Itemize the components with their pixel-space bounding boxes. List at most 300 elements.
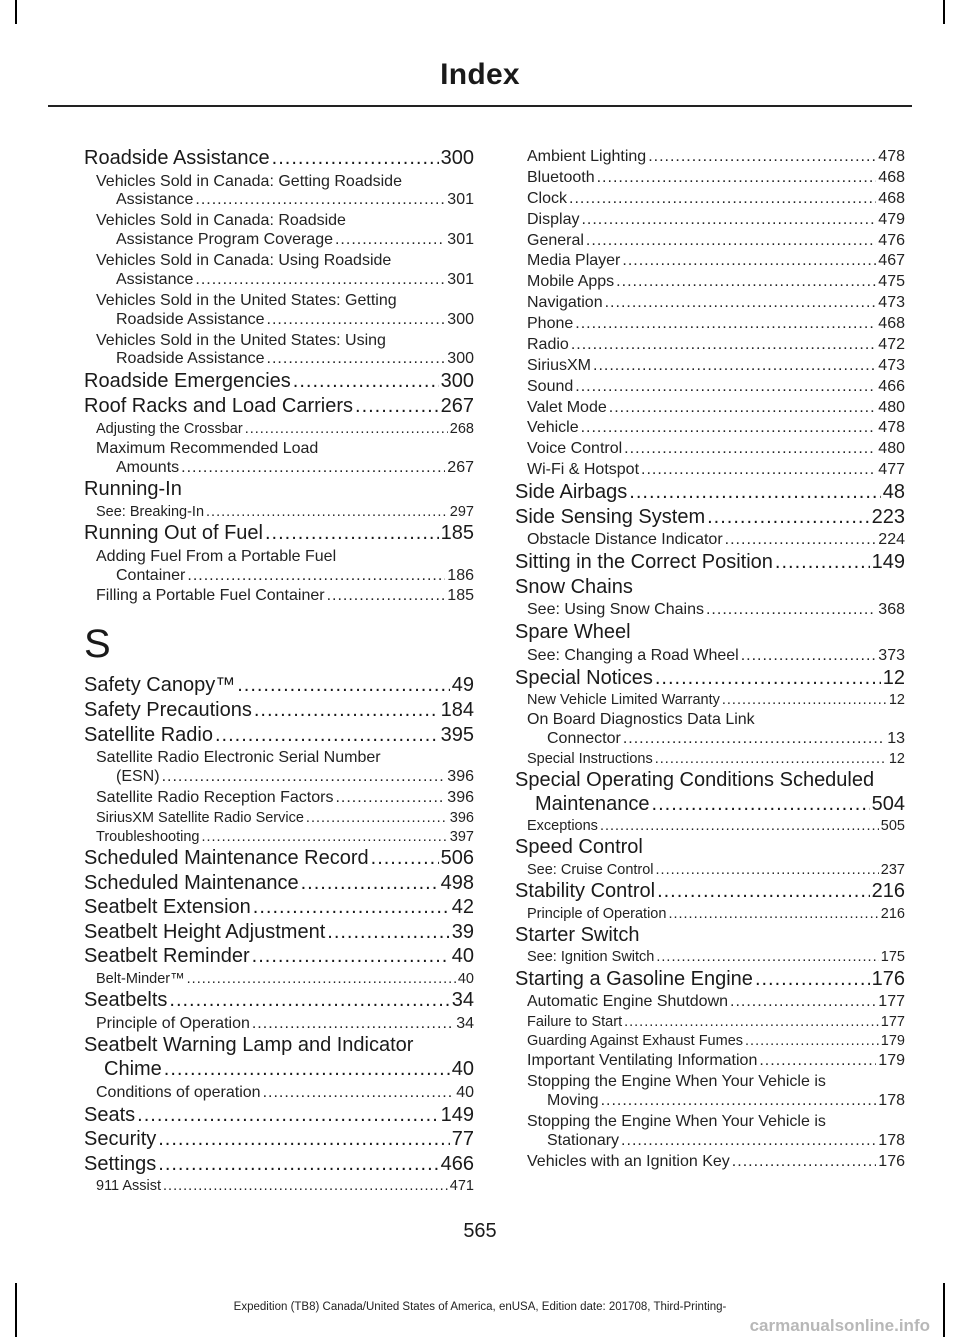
index-entry[interactable]	[515, 968, 905, 992]
page-reference[interactable]: 478	[878, 419, 905, 437]
index-entry[interactable]	[515, 576, 905, 600]
page-reference[interactable]: 12	[888, 692, 905, 709]
entry-text: Speed Control	[515, 836, 643, 859]
dot-leader	[371, 847, 439, 871]
entry-text: Scheduled Maintenance	[84, 871, 299, 894]
entry-text: Navigation	[527, 294, 603, 312]
index-subentry[interactable]	[96, 212, 474, 250]
page-reference[interactable]: 466	[878, 377, 905, 395]
entry-text-line1: Vehicles Sold in Canada: Getting Roadside	[96, 172, 402, 190]
entry-text: Radio	[527, 335, 569, 353]
entry-text: Obstacle Distance Indicator	[527, 531, 723, 549]
index-subentry[interactable]	[527, 378, 905, 397]
entry-text: Running Out of Fuel	[84, 522, 263, 545]
dot-leader	[655, 751, 887, 768]
index-entry[interactable]	[515, 506, 905, 530]
index-subentry[interactable]	[96, 252, 474, 290]
index-entry[interactable]	[84, 1153, 474, 1177]
entry-text: Bluetooth	[527, 168, 595, 186]
page-reference[interactable]: 479	[878, 210, 905, 228]
page-reference[interactable]: 395	[440, 723, 474, 746]
page-reference[interactable]: 40	[456, 1083, 474, 1101]
page-reference[interactable]: 467	[878, 252, 905, 270]
index-subentry[interactable]	[527, 440, 905, 459]
index-subentry[interactable]	[96, 173, 474, 211]
page-reference[interactable]: 373	[878, 646, 905, 664]
index-subentry[interactable]	[96, 1015, 474, 1034]
index-entry[interactable]	[515, 621, 905, 645]
entry-text: Safety Canopy™	[84, 674, 236, 697]
dot-leader	[187, 567, 445, 586]
entry-text: Scheduled Maintenance Record	[84, 846, 369, 869]
index-column-left	[84, 146, 474, 1195]
entry-text-line1: Adding Fuel From a Portable Fuel	[96, 547, 337, 565]
dot-leader	[624, 440, 876, 459]
entry-text: SiriusXM Satellite Radio Service	[96, 809, 304, 826]
index-subentry[interactable]	[96, 548, 474, 586]
entry-text: Guarding Against Exhaust Fumes	[527, 1033, 744, 1050]
entry-text: Automatic Engine Shutdown	[527, 993, 729, 1011]
index-subentry[interactable]	[527, 419, 905, 438]
index-subentry[interactable]	[527, 190, 905, 209]
page-reference[interactable]: 396	[447, 788, 474, 806]
entry-text: Spare Wheel	[515, 621, 631, 644]
page-reference[interactable]: 480	[878, 398, 905, 416]
page-reference[interactable]: 396	[447, 767, 474, 785]
dot-leader	[725, 531, 877, 550]
page-reference[interactable]: 267	[440, 394, 474, 417]
entry-text: Satellite Radio	[84, 723, 213, 746]
entry-text: Troubleshooting	[96, 828, 200, 845]
index-subentry[interactable]	[96, 421, 474, 438]
entry-text: Side Airbags	[515, 481, 628, 503]
index-subentry[interactable]	[527, 1113, 905, 1151]
page-reference[interactable]: 39	[451, 920, 474, 943]
page-reference[interactable]: 505	[880, 818, 905, 835]
page-reference[interactable]: 216	[871, 880, 905, 903]
page-reference[interactable]: 504	[871, 792, 905, 815]
entry-text: Principle of Operation	[96, 1014, 250, 1032]
index-entry[interactable]	[515, 880, 905, 904]
page-reference[interactable]: 300	[440, 370, 474, 393]
page-reference[interactable]: 468	[878, 315, 905, 332]
dot-leader	[575, 378, 876, 397]
entry-text-line1: Vehicles Sold in the United States: Using	[96, 331, 386, 349]
page-reference[interactable]: 300	[447, 310, 474, 328]
page-title: Index	[440, 58, 520, 91]
index-subentry[interactable]	[527, 1052, 905, 1071]
dot-leader	[759, 1052, 876, 1071]
dot-leader	[569, 190, 876, 209]
page-reference[interactable]: 176	[871, 967, 905, 990]
dot-leader	[745, 1033, 879, 1050]
index-subentry[interactable]	[96, 587, 474, 606]
dot-leader	[600, 818, 879, 835]
index-entry[interactable]	[84, 370, 474, 394]
index-subentry[interactable]	[527, 601, 905, 620]
index-entry[interactable]	[515, 551, 905, 575]
dot-leader	[335, 231, 445, 250]
index-subentry[interactable]	[527, 294, 905, 313]
page-reference[interactable]: 475	[878, 273, 905, 291]
entry-text: See: Ignition Switch	[527, 949, 655, 966]
entry-text: Special Notices	[515, 666, 653, 689]
index-entry[interactable]	[515, 667, 905, 691]
footer-edition-text: Expedition (TB8) Canada/United States of America, enUSA, Edition date: 201708, Third-Printing-	[233, 1301, 727, 1313]
dot-leader	[301, 872, 439, 896]
index-subentry[interactable]	[96, 749, 474, 787]
crop-mark-top-right	[943, 0, 945, 24]
dot-leader	[648, 148, 876, 167]
entry-text-line1: Seatbelt Warning Lamp and Indicator	[84, 1034, 414, 1057]
entry-text: Roadside Emergencies	[84, 370, 291, 393]
page-reference[interactable]: 237	[880, 862, 905, 879]
page-reference[interactable]: 301	[447, 270, 474, 288]
index-entry[interactable]	[84, 989, 474, 1013]
index-subentry[interactable]	[527, 1033, 905, 1050]
entry-text: Failure to Start	[527, 1014, 623, 1031]
entry-text: Principle of Operation	[527, 905, 667, 922]
page-reference[interactable]: 223	[871, 505, 905, 528]
index-subentry[interactable]	[96, 292, 474, 330]
entry-text: Seats	[84, 1103, 136, 1126]
entry-text: Ambient Lighting	[527, 148, 647, 165]
index-entry[interactable]	[515, 769, 905, 816]
entry-text: Safety Precautions	[84, 698, 252, 721]
index-entry[interactable]	[515, 836, 905, 860]
page-reference[interactable]: 216	[880, 905, 905, 922]
index-subentry[interactable]	[96, 1084, 474, 1103]
page-reference[interactable]: 397	[449, 828, 474, 845]
dot-leader	[629, 481, 880, 505]
entry-text: Exceptions	[527, 818, 598, 835]
index-subentry[interactable]	[527, 357, 905, 376]
index-subentry[interactable]	[527, 336, 905, 355]
entry-text: Settings	[84, 1152, 157, 1175]
page-reference[interactable]: 149	[440, 1103, 474, 1126]
index-entry[interactable]	[84, 478, 474, 502]
page-reference[interactable]: 301	[447, 231, 474, 249]
entry-text: Display	[527, 210, 580, 228]
dot-leader	[327, 587, 446, 606]
index-subentry[interactable]	[96, 810, 474, 827]
dot-leader	[252, 945, 450, 969]
dot-leader	[158, 1128, 450, 1152]
entry-text: (ESN)	[116, 767, 160, 785]
dot-leader	[267, 350, 446, 369]
dot-leader	[335, 789, 445, 808]
page-reference[interactable]: 42	[451, 896, 474, 919]
page-reference[interactable]: 179	[878, 1052, 905, 1070]
dot-leader	[327, 921, 449, 945]
index-subentry[interactable]	[527, 211, 905, 230]
entry-text: Roof Racks and Load Carriers	[84, 394, 354, 417]
index-subentry[interactable]	[96, 332, 474, 370]
entry-text: Satellite Radio Reception Factors	[96, 788, 334, 806]
index-subentry[interactable]	[527, 993, 905, 1012]
index-entry[interactable]	[84, 1104, 474, 1128]
entry-text: Phone	[527, 315, 574, 332]
page-reference[interactable]: 49	[451, 674, 474, 697]
index-subentry[interactable]	[527, 399, 905, 418]
page-reference[interactable]: 34	[451, 989, 474, 1012]
page-reference[interactable]: 48	[882, 481, 905, 503]
index-subentry[interactable]	[527, 711, 905, 749]
index-subentry[interactable]	[527, 148, 905, 167]
index-subentry[interactable]	[527, 906, 905, 923]
index-subentry[interactable]	[96, 440, 474, 478]
index-subentry[interactable]	[527, 461, 905, 480]
page-reference[interactable]: 12	[888, 751, 905, 768]
page-reference[interactable]: 13	[887, 730, 905, 748]
index-subentry[interactable]	[527, 1073, 905, 1111]
page-reference[interactable]: 297	[449, 503, 474, 520]
entry-text: Container	[116, 566, 186, 584]
dot-leader	[652, 793, 870, 817]
index-subentry[interactable]	[96, 829, 474, 846]
dot-leader	[616, 273, 876, 292]
index-entry[interactable]	[515, 924, 905, 948]
entry-text: Assistance	[116, 270, 194, 288]
dot-leader	[706, 601, 876, 620]
entry-text: Conditions of operation	[96, 1083, 261, 1101]
dot-leader	[253, 896, 450, 920]
entry-text: Adjusting the Crossbar	[96, 420, 243, 437]
entry-text-line1: Vehicles Sold in Canada: Roadside	[96, 212, 346, 230]
page-number: 565	[463, 1220, 497, 1242]
page-reference[interactable]: 40	[451, 1058, 474, 1081]
dot-leader	[707, 506, 870, 530]
page-reference[interactable]: 185	[440, 522, 474, 545]
dot-leader	[293, 370, 439, 394]
crop-mark-top-left	[15, 0, 17, 24]
entry-text: Roadside Assistance	[116, 350, 265, 368]
dot-leader	[641, 461, 876, 480]
page-reference[interactable]: 300	[447, 350, 474, 368]
index-subentry[interactable]	[527, 1153, 905, 1172]
page-reference[interactable]: 466	[440, 1152, 474, 1175]
index-subentry[interactable]	[527, 862, 905, 879]
entry-text-line1: Stopping the Engine When Your Vehicle is	[527, 1112, 826, 1130]
entry-text: See: Changing a Road Wheel	[527, 646, 739, 664]
entry-text: Security	[84, 1128, 157, 1151]
entry-text: Maintenance	[535, 792, 650, 815]
dot-leader	[655, 667, 881, 691]
index-subentry[interactable]	[527, 315, 905, 334]
page-reference[interactable]: 224	[878, 531, 905, 549]
entry-text: Stability Control	[515, 880, 656, 903]
dot-leader	[575, 315, 876, 334]
page-reference[interactable]: 468	[878, 168, 905, 186]
page-reference[interactable]: 177	[878, 993, 905, 1011]
entry-text-line1: Special Operating Conditions Scheduled	[515, 769, 875, 792]
dot-leader	[206, 504, 448, 521]
page-reference[interactable]: 184	[440, 698, 474, 721]
index-entry[interactable]	[84, 847, 474, 871]
dot-leader	[306, 810, 448, 827]
entry-text: Vehicles with an Ignition Key	[527, 1152, 730, 1170]
dot-leader	[267, 311, 446, 330]
page-reference[interactable]: 472	[878, 335, 905, 353]
index-subentry[interactable]	[527, 647, 905, 666]
dot-leader	[245, 421, 448, 438]
page-reference[interactable]: 368	[878, 601, 905, 619]
entry-text: Side Sensing System	[515, 505, 706, 528]
page-reference[interactable]: 149	[871, 551, 905, 574]
index-subentry[interactable]	[527, 1014, 905, 1031]
index-subentry[interactable]	[527, 949, 905, 966]
dot-leader	[656, 949, 878, 966]
entry-text: Wi-Fi & Hotspot	[527, 461, 640, 479]
page-reference[interactable]: 468	[878, 189, 905, 207]
dot-leader	[593, 357, 876, 376]
page-reference[interactable]: 34	[456, 1014, 474, 1032]
entry-text: Running-In	[84, 478, 182, 501]
dot-leader	[169, 989, 449, 1013]
index-entry[interactable]	[84, 674, 474, 698]
page-reference[interactable]: 268	[449, 420, 474, 437]
page-reference[interactable]: 177	[880, 1014, 905, 1031]
dot-leader	[741, 647, 877, 666]
index-entry[interactable]	[84, 724, 474, 748]
page-reference[interactable]: 480	[878, 440, 905, 458]
index-subentry[interactable]	[96, 971, 474, 988]
page-reference[interactable]: 40	[457, 970, 474, 987]
page-reference[interactable]: 178	[878, 1092, 905, 1109]
page-reference[interactable]: 498	[440, 871, 474, 894]
index-subentry[interactable]	[527, 751, 905, 768]
entry-text: 911 Assist	[96, 1178, 162, 1195]
index-entry[interactable]	[84, 699, 474, 723]
dot-leader	[254, 699, 439, 723]
entry-text: Snow Chains	[515, 575, 633, 598]
page-reference[interactable]: 185	[447, 587, 474, 605]
page-reference[interactable]: 12	[882, 666, 905, 689]
dot-leader	[162, 768, 446, 787]
dot-leader	[355, 395, 439, 419]
index-subentry[interactable]	[527, 692, 905, 709]
page-reference[interactable]: 176	[878, 1152, 905, 1170]
index-subentry[interactable]	[527, 232, 905, 251]
dot-leader	[624, 1014, 879, 1031]
entry-text: Assistance Program Coverage	[116, 231, 333, 249]
dot-leader	[187, 971, 456, 988]
page-reference[interactable]: 178	[878, 1131, 905, 1149]
index-entry[interactable]	[84, 147, 474, 171]
entry-text: See: Using Snow Chains	[527, 601, 704, 619]
entry-text: Sitting in the Correct Position	[515, 551, 773, 574]
page-reference[interactable]: 506	[440, 846, 474, 869]
index-subentry[interactable]	[527, 252, 905, 271]
dot-leader	[601, 1092, 877, 1111]
entry-text: Filling a Portable Fuel Container	[96, 587, 325, 605]
page-reference[interactable]: 186	[447, 566, 474, 584]
page-reference[interactable]: 396	[449, 809, 474, 826]
dot-leader	[609, 399, 877, 418]
page-reference[interactable]: 267	[447, 458, 474, 476]
page-reference[interactable]: 478	[878, 148, 905, 165]
index-entry[interactable]	[84, 522, 474, 546]
index-subentry[interactable]	[527, 273, 905, 292]
entry-text: Vehicle	[527, 419, 579, 437]
entry-text: Seatbelt Reminder	[84, 945, 250, 968]
entry-text: Clock	[527, 189, 568, 207]
index-entry[interactable]	[84, 395, 474, 419]
page-reference[interactable]: 301	[447, 191, 474, 209]
dot-leader	[597, 169, 877, 188]
entry-text: Important Ventilating Information	[527, 1052, 758, 1070]
dot-leader	[163, 1178, 448, 1195]
entry-text: Sound	[527, 377, 574, 395]
page-reference[interactable]: 77	[451, 1128, 474, 1151]
entry-text-line1: Stopping the Engine When Your Vehicle is	[527, 1073, 826, 1091]
dot-leader	[657, 880, 870, 904]
index-column-right	[515, 146, 905, 1172]
index-entry[interactable]	[84, 921, 474, 945]
entry-text-line1: Vehicles Sold in Canada: Using Roadside	[96, 252, 392, 270]
entry-text: See: Cruise Control	[527, 862, 654, 879]
index-subentry[interactable]	[96, 789, 474, 808]
page-reference[interactable]: 179	[880, 1033, 905, 1050]
section-letter: S	[84, 622, 111, 667]
page-reference[interactable]: 300	[440, 147, 474, 169]
index-entry[interactable]	[84, 872, 474, 896]
dot-leader	[263, 1084, 455, 1103]
page-reference[interactable]: 476	[878, 231, 905, 249]
index-subentry[interactable]	[96, 504, 474, 521]
entry-text: Roadside Assistance	[116, 310, 265, 328]
dot-leader	[623, 730, 885, 749]
entry-text: See: Breaking-In	[96, 503, 205, 520]
index-entry[interactable]	[84, 1034, 474, 1081]
page-reference[interactable]: 473	[878, 294, 905, 312]
dot-leader	[195, 271, 445, 290]
dot-leader	[201, 829, 447, 846]
dot-leader	[586, 232, 876, 251]
page-reference[interactable]: 40	[451, 945, 474, 968]
index-subentry[interactable]	[96, 1178, 474, 1195]
entry-text: Starting a Gasoline Engine	[515, 967, 753, 990]
dot-leader	[732, 1153, 877, 1172]
entry-text: Valet Mode	[527, 398, 607, 416]
index-subentry[interactable]	[527, 169, 905, 188]
dot-leader	[730, 993, 876, 1012]
dot-leader	[581, 211, 876, 230]
entry-text-line1: On Board Diagnostics Data Link	[527, 711, 755, 729]
entry-text-line1: Maximum Recommended Load	[96, 439, 319, 457]
page-reference[interactable]: 471	[449, 1178, 474, 1195]
entry-text: Chime	[104, 1058, 162, 1081]
page-reference[interactable]: 473	[878, 356, 905, 374]
entry-text: Special Instructions	[527, 751, 653, 768]
index-subentry[interactable]	[527, 818, 905, 835]
entry-text: New Vehicle Limited Warranty	[527, 692, 720, 709]
dot-leader	[164, 1058, 450, 1082]
index-subentry[interactable]	[527, 531, 905, 550]
entry-text-line1: Satellite Radio Electronic Serial Number	[96, 749, 381, 767]
index-entry[interactable]	[84, 896, 474, 920]
index-entry[interactable]	[84, 1128, 474, 1152]
page-reference[interactable]: 175	[880, 949, 905, 966]
page-reference[interactable]: 477	[878, 461, 905, 479]
index-entry[interactable]	[515, 481, 905, 505]
index-entry[interactable]	[84, 945, 474, 969]
dot-leader	[755, 968, 870, 992]
dot-leader	[605, 294, 877, 313]
entry-text-line1: Vehicles Sold in the United States: Getting	[96, 291, 397, 309]
dot-leader	[237, 674, 450, 698]
entry-text: Starter Switch	[515, 923, 640, 946]
